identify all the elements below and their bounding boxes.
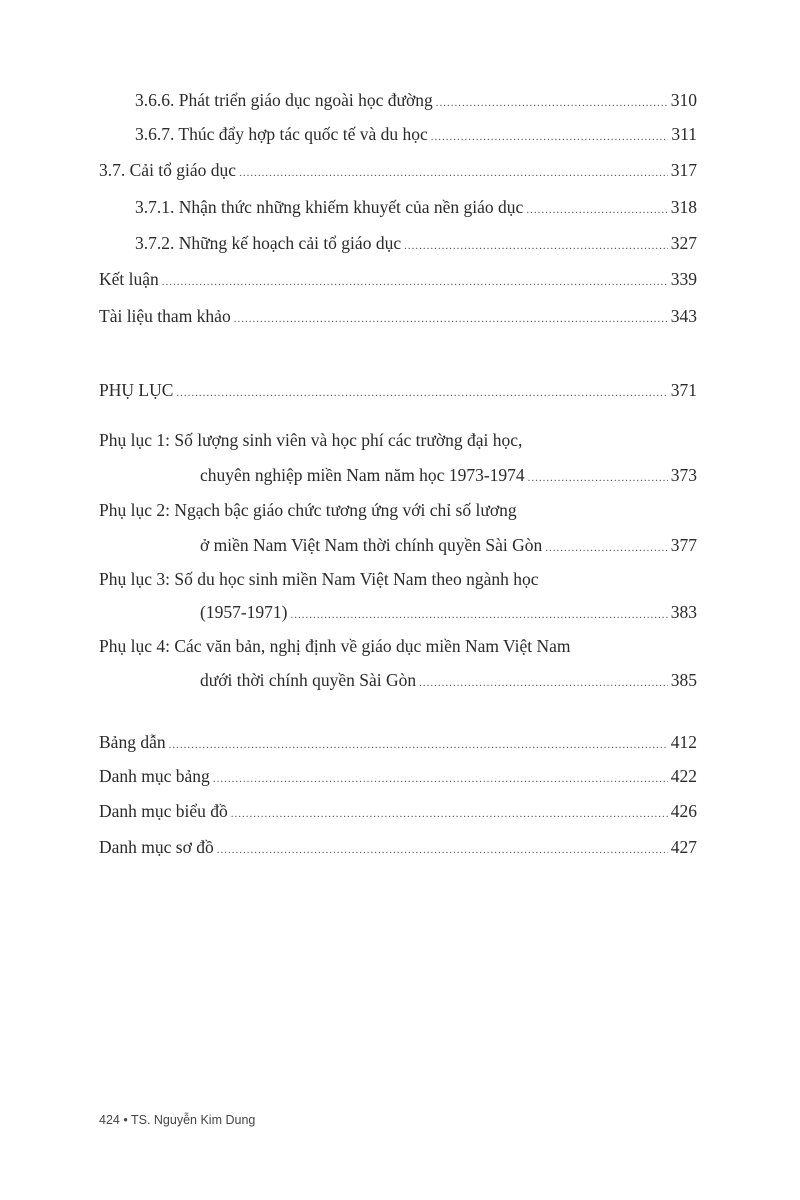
appendix-entry-line2 [200, 600, 697, 624]
entry-title: Kết luận [99, 269, 159, 289]
index-entry [99, 764, 697, 788]
dot-leader [436, 91, 668, 115]
entry-page: 371 [670, 380, 697, 400]
entry-title: PHỤ LỤC [99, 380, 174, 400]
entry-title: 3.7. Cải tổ giáo dục [99, 160, 237, 180]
entry-page: 310 [670, 90, 697, 110]
entry-page: 343 [670, 306, 697, 326]
entry-title: 3.6.7. Thúc đẩy hợp tác quốc tế và du học [135, 124, 428, 144]
entry-title: 3.7.1. Nhận thức những khiếm khuyết của nền giáo dục [135, 197, 524, 217]
entry-page: 427 [670, 837, 697, 857]
author-name: TS. Nguyễn Kim Dung [130, 1113, 256, 1127]
toc-entry [135, 231, 697, 255]
entry-page: 426 [670, 801, 697, 821]
entry-title: Phụ lục 2: Ngạch bậc giáo chức tương ứng với chỉ số lương [99, 500, 517, 520]
page-number: 424 [99, 1113, 120, 1127]
dot-leader [419, 671, 668, 695]
entry-title: 3.7.2. Những kế hoạch cải tổ giáo dục [135, 233, 402, 253]
entry-page: 422 [670, 766, 697, 786]
dot-leader [162, 270, 668, 294]
appendix-entry-line1 [99, 428, 697, 452]
entry-page: 339 [670, 269, 697, 289]
index-entry [99, 835, 697, 859]
index-entry [99, 730, 697, 754]
entry-title: 3.6.6. Phát triển giáo dục ngoài học đường [135, 90, 433, 110]
entry-title: (1957-1971) [200, 602, 288, 622]
entry-page: 373 [670, 465, 697, 485]
entry-page: 311 [671, 124, 697, 144]
toc-entry [135, 88, 697, 112]
appendix-entry-line1 [99, 634, 697, 658]
toc-entry [99, 267, 697, 291]
index-entry [99, 799, 697, 823]
dot-leader [176, 381, 667, 405]
dot-leader [169, 733, 668, 757]
entry-title: Danh mục biểu đồ [99, 801, 228, 821]
entry-title: Phụ lục 4: Các văn bản, nghị định về giáo dục miền Nam Việt Nam [99, 636, 571, 656]
entry-page: 318 [670, 197, 697, 217]
appendix-heading [99, 378, 697, 402]
toc-entry [99, 158, 697, 182]
dot-leader [431, 125, 669, 149]
dot-leader [528, 466, 668, 490]
toc-entry [135, 195, 697, 219]
dot-leader [526, 198, 667, 222]
appendix-entry-line2 [200, 668, 697, 692]
appendix-entry-line1 [99, 498, 697, 522]
entry-title: Tài liệu tham khảo [99, 306, 231, 326]
dot-leader [231, 802, 668, 826]
entry-page: 327 [670, 233, 697, 253]
appendix-entry-line2 [200, 533, 697, 557]
entry-page: 317 [670, 160, 697, 180]
entry-title: dưới thời chính quyền Sài Gòn [200, 670, 417, 690]
dot-leader [213, 767, 668, 791]
entry-title: Danh mục sơ đồ [99, 837, 214, 857]
entry-page: 385 [670, 670, 697, 690]
toc-entry [135, 122, 697, 146]
entry-title: Phụ lục 1: Số lượng sinh viên và học phí các trường đại học, [99, 430, 523, 450]
dot-leader [404, 234, 668, 258]
entry-title: ở miền Nam Việt Nam thời chính quyền Sài Gòn [200, 535, 543, 555]
toc-entry [99, 304, 697, 328]
entry-title: chuyên nghiệp miền Nam năm học 1973-1974 [200, 465, 525, 485]
appendix-entry-line2 [200, 463, 697, 487]
entry-title: Phụ lục 3: Số du học sinh miền Nam Việt Nam theo ngành học [99, 569, 539, 589]
footer-separator: • [123, 1113, 128, 1127]
dot-leader [290, 603, 667, 627]
entry-page: 412 [670, 732, 697, 752]
entry-title: Danh mục bảng [99, 766, 210, 786]
dot-leader [545, 536, 667, 560]
dot-leader [217, 838, 668, 862]
page-footer [99, 1113, 255, 1127]
dot-leader [234, 307, 668, 331]
entry-page: 383 [670, 602, 697, 622]
appendix-entry-line1 [99, 567, 697, 591]
dot-leader [239, 161, 668, 185]
entry-page: 377 [670, 535, 697, 555]
entry-title: Bảng dẫn [99, 732, 166, 752]
